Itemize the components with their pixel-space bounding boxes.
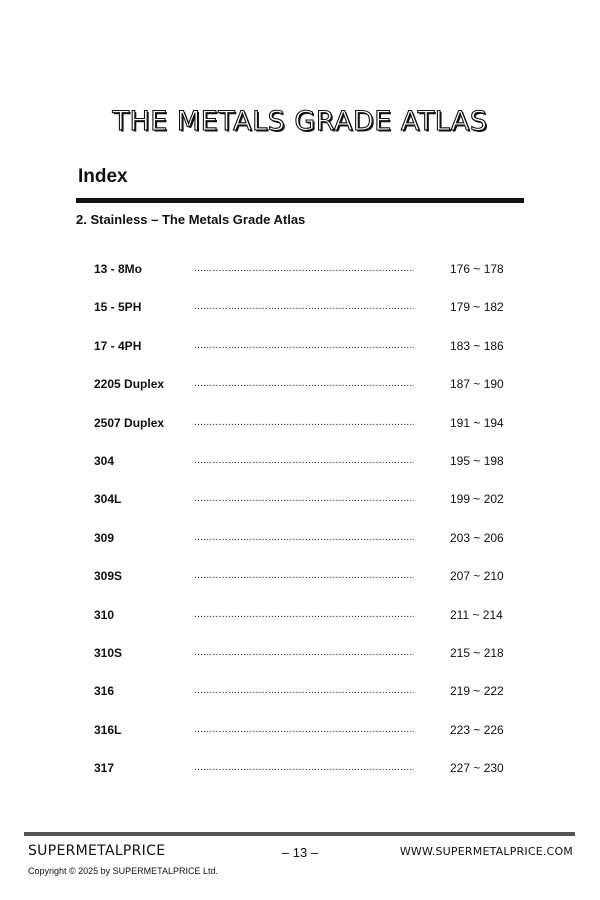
dot-leader xyxy=(194,297,414,317)
index-entry xyxy=(0,413,600,433)
entry-pages: 223 ~ 226 xyxy=(450,722,504,737)
entry-name: 316L xyxy=(94,722,122,737)
entry-name: 310S xyxy=(94,646,123,660)
index-entry xyxy=(0,681,600,701)
index-entry xyxy=(0,374,600,394)
index-entry xyxy=(0,336,600,356)
index-entry xyxy=(0,451,600,471)
entry-name: 309S xyxy=(94,569,123,584)
entry-pages: 191 ~ 194 xyxy=(450,415,504,430)
index-entry xyxy=(0,643,600,663)
dot-leader xyxy=(194,374,414,394)
dot-leader xyxy=(194,720,414,740)
index-entry xyxy=(0,720,600,740)
entry-name: 2507 Duplex xyxy=(94,415,165,430)
entry-pages: 227 ~ 230 xyxy=(450,761,504,776)
entry-name: 2205 Duplex xyxy=(94,377,165,392)
footer-rule xyxy=(24,832,575,836)
index-heading: Index xyxy=(78,166,128,187)
dot-leader xyxy=(194,259,414,279)
index-entry xyxy=(0,297,600,317)
dot-leader xyxy=(194,643,414,663)
index-entry xyxy=(0,605,600,625)
entry-pages: 187 ~ 190 xyxy=(450,377,504,392)
dot-leader xyxy=(194,605,414,625)
book-title: THE METALS GRADE ATLAS xyxy=(112,106,488,137)
section-title: 2. Stainless – The Metals Grade Atlas xyxy=(76,212,306,227)
index-entry xyxy=(0,528,600,548)
dot-leader xyxy=(194,566,414,586)
entry-name: 13 - 8Mo xyxy=(94,262,143,276)
entry-name: 317 xyxy=(94,761,115,776)
entry-pages: 179 ~ 182 xyxy=(450,300,504,315)
entry-pages: 211 ~ 214 xyxy=(450,607,503,622)
dot-leader xyxy=(194,681,414,701)
entry-name: 316 xyxy=(94,684,115,699)
entry-pages: 195 ~ 198 xyxy=(450,454,504,468)
dot-leader xyxy=(194,336,414,356)
footer-url: WWW.SUPERMETALPRICE.COM xyxy=(399,845,573,858)
entry-pages: 215 ~ 218 xyxy=(450,646,504,660)
entry-pages: 176 ~ 178 xyxy=(450,262,504,276)
entry-name: 304L xyxy=(94,492,122,507)
dot-leader xyxy=(194,413,414,433)
dot-leader xyxy=(194,758,414,778)
entry-pages: 183 ~ 186 xyxy=(450,338,504,353)
entry-pages: 219 ~ 222 xyxy=(450,684,504,699)
entry-name: 17 - 4PH xyxy=(94,338,142,353)
index-entry xyxy=(0,489,600,509)
entry-pages: 199 ~ 202 xyxy=(450,492,504,507)
dot-leader xyxy=(194,528,414,548)
entry-name: 309 xyxy=(94,530,115,545)
entry-name: 15 - 5PH xyxy=(94,300,142,315)
copyright-notice: Copyright © 2025 by SUPERMETALPRICE Ltd. xyxy=(28,866,219,876)
index-entry xyxy=(0,566,600,586)
entry-name: 310 xyxy=(94,607,115,622)
entry-pages: 203 ~ 206 xyxy=(450,530,504,545)
dot-leader xyxy=(194,451,414,471)
dot-leader xyxy=(194,489,414,509)
footer-brand: SUPERMETALPRICE xyxy=(28,843,166,859)
index-entry xyxy=(0,758,600,778)
page-number: – 13 – xyxy=(281,845,319,860)
index-entry xyxy=(0,259,600,279)
entry-name: 304 xyxy=(94,454,115,468)
entry-pages: 207 ~ 210 xyxy=(450,569,504,584)
